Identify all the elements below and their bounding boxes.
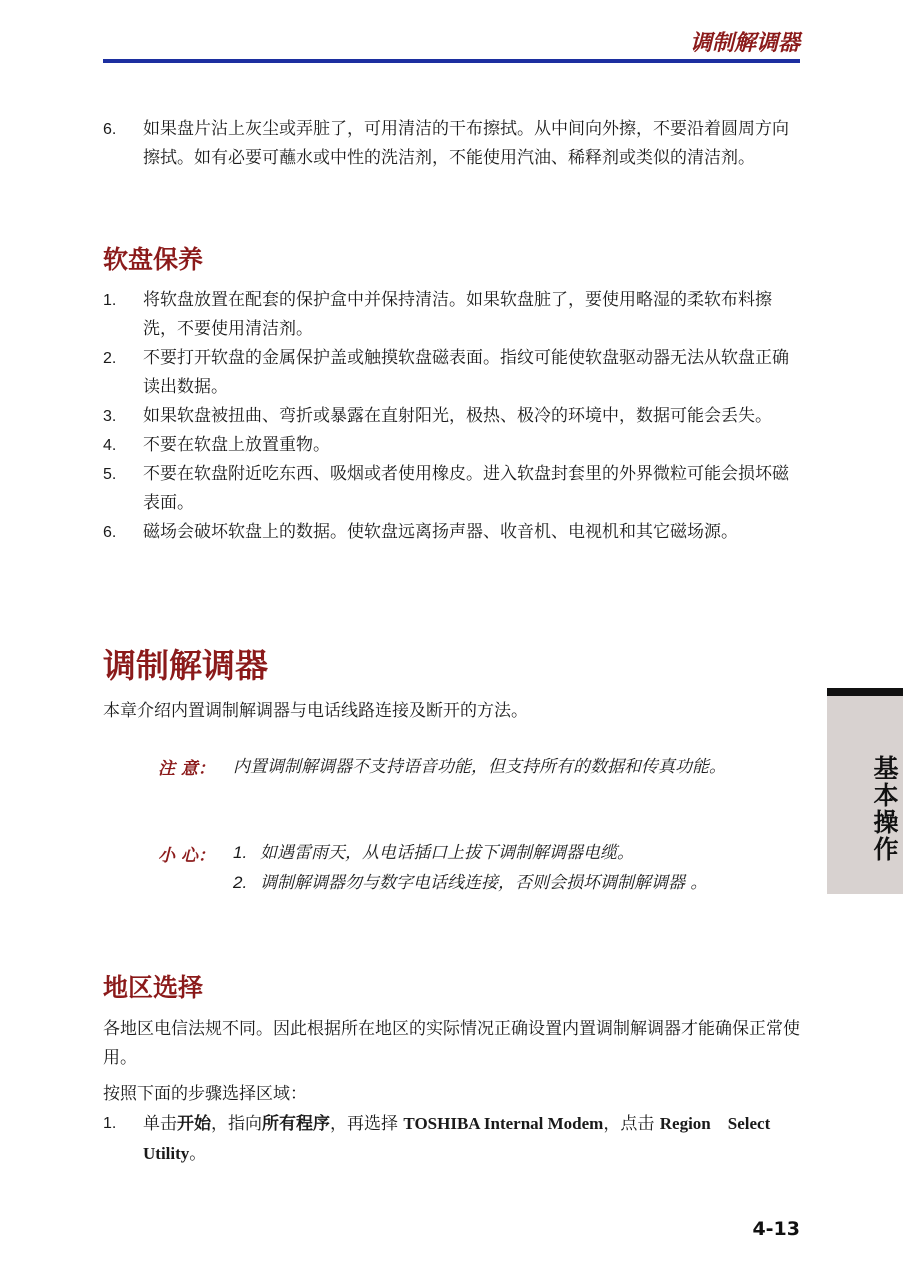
list-number: 2. xyxy=(233,873,248,892)
cleaning-list xyxy=(103,115,800,173)
list-item xyxy=(103,431,800,460)
list-text: 磁场会破坏软盘上的数据。使软盘远离扬声器、收音机、电视机和其它磁场源。 xyxy=(143,522,738,542)
chapter-heading-modem: 调制解调器 xyxy=(103,646,268,685)
region-paragraph: 各地区电信法规不同。因此根据所在地区的实际情况正确设置内置调制解调器才能确保正常使用。 xyxy=(103,1019,800,1068)
step-text: 单击 xyxy=(143,1114,177,1134)
note-text: 内置调制解调器不支持语音功能，但支持所有的数据和传真功能。 xyxy=(233,757,726,777)
list-number: 1. xyxy=(233,843,248,862)
modem-intro: 本章介绍内置调制解调器与电话线路连接及断开的方法。 xyxy=(103,701,528,721)
list-item xyxy=(103,518,800,547)
running-header-title: 调制解调器 xyxy=(689,31,800,56)
header-rule xyxy=(103,59,800,63)
list-number: 1. xyxy=(103,1115,117,1132)
start-menu-term: 开始 xyxy=(177,1114,211,1134)
floppy-care-list xyxy=(103,286,800,547)
list-text: 如果软盘被扭曲、弯折或暴露在直射阳光，极热、极冷的环境中，数据可能会丢失。 xyxy=(143,406,772,426)
chapter-side-tab xyxy=(827,688,903,894)
list-number: 3. xyxy=(103,408,117,425)
list-number: 1. xyxy=(103,292,117,309)
list-number: 5. xyxy=(103,466,117,483)
list-item xyxy=(103,1109,800,1169)
side-tab-label: 基本操作 xyxy=(870,755,899,863)
page-number: 4-13 xyxy=(752,1218,800,1240)
list-number: 6. xyxy=(103,524,117,541)
list-item xyxy=(103,402,800,431)
caution-text: 如遇雷雨天，从电话插口上拔下调制解调器电缆。 xyxy=(260,843,634,863)
caution-text: 调制解调器勿与数字电话线连接，否则会损坏调制解调器 。 xyxy=(260,873,708,893)
list-text: 不要在软盘上放置重物。 xyxy=(143,435,330,455)
list-text: 不要打开软盘的金属保护盖或触摸软盘磁表面。指纹可能使软盘驱动器无法从软盘正确读出数据。 xyxy=(143,348,789,397)
list-number: 4. xyxy=(103,437,117,454)
list-number: 6. xyxy=(103,121,117,138)
note-label: 注 意： xyxy=(158,759,215,779)
list-text: 如果盘片沾上灰尘或弄脏了，可用清洁的干布擦拭。从中间向外擦，不要沿着圆周方向擦拭。如有必要可蘸水或中性的洗洁剂，不能使用汽油、稀释剂或类似的清洁剂。 xyxy=(143,119,789,168)
step-text: ，再选择 xyxy=(330,1114,404,1134)
list-number: 2. xyxy=(103,350,117,367)
list-item xyxy=(103,460,800,518)
list-item xyxy=(103,344,800,402)
caution-list xyxy=(233,838,748,898)
all-programs-term: 所有程序 xyxy=(262,1114,330,1134)
step-text: ，点击 xyxy=(603,1114,660,1134)
caution-item xyxy=(233,868,748,898)
list-text: 将软盘放置在配套的保护盒中并保持清洁。如果软盘脏了，要使用略湿的柔软布料擦洗，不要使用清洁剂。 xyxy=(143,290,772,339)
region-utility-term: Region Select Utility xyxy=(143,1114,771,1163)
list-item xyxy=(103,115,800,173)
step-text: 。 xyxy=(189,1144,207,1164)
caution-item xyxy=(233,838,748,868)
step-text: ，指向 xyxy=(211,1114,262,1134)
list-text: 不要在软盘附近吃东西、吸烟或者使用橡皮。进入软盘封套里的外界微粒可能会损坏磁表面。 xyxy=(143,464,789,513)
section-heading-floppy-care: 软盘保养 xyxy=(103,245,204,274)
region-steps xyxy=(103,1109,800,1169)
region-instruction: 按照下面的步骤选择区域： xyxy=(103,1084,307,1104)
section-heading-region: 地区选择 xyxy=(103,973,204,1002)
caution-label: 小 心： xyxy=(158,846,215,866)
list-item xyxy=(103,286,800,344)
modem-program-term: TOSHIBA Internal Modem xyxy=(403,1114,604,1133)
